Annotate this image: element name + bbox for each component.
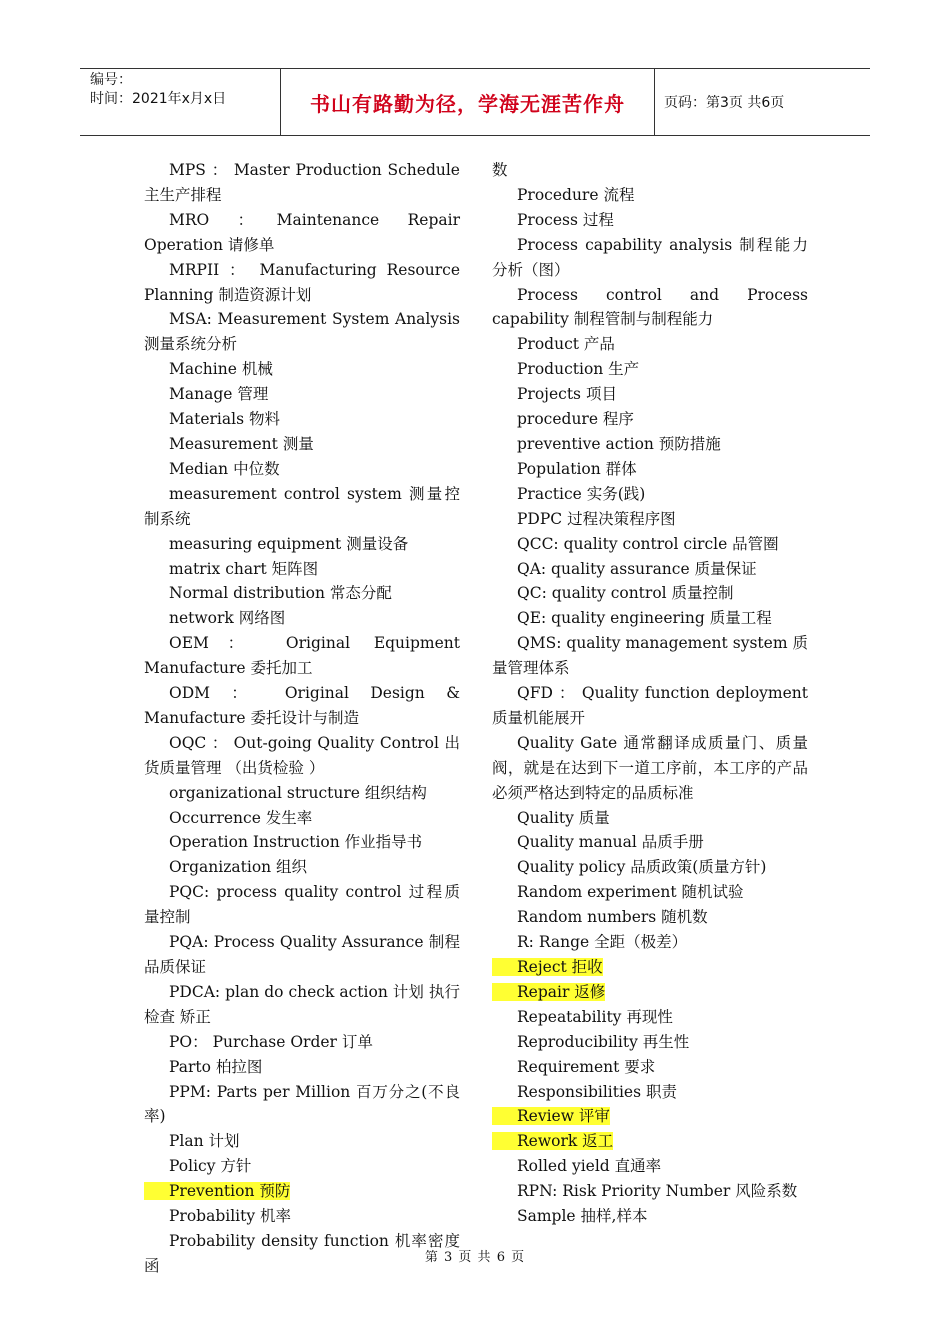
header-meta xyxy=(80,69,281,135)
glossary-entry: organizational structure 组织结构 xyxy=(169,783,427,802)
glossary-entry: Population 群体 xyxy=(517,459,637,478)
glossary-entry: MRO ：Maintenance Repair Operation 请修单 xyxy=(144,210,460,254)
glossary-entry: Projects 项目 xyxy=(517,385,617,404)
glossary-entry: procedure 程序 xyxy=(517,410,634,429)
header-page-label: 页码：第3页 共6页 xyxy=(664,95,785,111)
glossary-entry: Sample 抽样,样本 xyxy=(517,1207,648,1226)
glossary-entry xyxy=(492,980,808,1005)
highlighted-term: Rework 返工 xyxy=(492,1132,613,1150)
glossary-entry: network 网络图 xyxy=(169,609,286,628)
glossary-entry: Rolled yield 直通率 xyxy=(517,1157,662,1176)
glossary-entry: Requirement 要求 xyxy=(517,1057,656,1076)
glossary-entry: MRPII ： Manufacturing Resource Planning 制造资源计划 xyxy=(144,260,460,304)
glossary-entry: Random numbers 随机数 xyxy=(517,908,708,927)
glossary-entry: PDPC 过程决策程序图 xyxy=(517,509,676,528)
glossary-entry: OEM： Original Equipment Manufacture 委托加工 xyxy=(144,634,460,678)
glossary-entry: preventive action 预防措施 xyxy=(517,434,721,453)
glossary-entry: ODM ： Original Design & Manufacture 委托设计与制造 xyxy=(144,684,460,727)
glossary-entry: Quality Gate 通常翻译成质量门、质量阀，就是在达到下一道工序前，本工序的产品必须严格达到特定的品质标准 xyxy=(492,733,808,802)
glossary-entry: PQC: process quality control 过程质量控制 xyxy=(144,883,460,927)
glossary-entry: MPS ： Master Production Schedule 主生产排程 xyxy=(144,161,460,204)
glossary-entry: measurement control system 测量控制系统 xyxy=(144,484,460,528)
glossary-entry: QC: quality control 质量控制 xyxy=(517,584,734,603)
glossary-entry: QE: quality engineering 质量工程 xyxy=(517,609,772,628)
glossary-entry: Practice 实务(践) xyxy=(517,484,646,503)
highlighted-term: Prevention 预防 xyxy=(144,1182,290,1200)
glossary-entry: Probability density function 机率密度函 xyxy=(144,1231,460,1275)
glossary-entry: measuring equipment 测量设备 xyxy=(169,534,409,553)
highlighted-term: Repair 返修 xyxy=(492,983,605,1001)
glossary-entry: Reproducibility 再生性 xyxy=(517,1032,690,1051)
glossary-entry: QMS: quality management system 质量管理体系 xyxy=(492,634,808,678)
glossary-entry: Occurrence 发生率 xyxy=(169,808,313,827)
glossary-entry: QA: quality assurance 质量保证 xyxy=(517,559,757,578)
glossary-entry: PQA: Process Quality Assurance 制程品质保证 xyxy=(144,933,460,976)
glossary-entry: Probability 机率 xyxy=(169,1207,292,1226)
glossary-entry: Quality 质量 xyxy=(517,808,610,827)
glossary-entry: Machine 机械 xyxy=(169,360,273,379)
glossary-entry: Measurement 测量 xyxy=(169,434,314,453)
glossary-entry xyxy=(492,955,808,980)
glossary-entry: Manage 管理 xyxy=(169,385,269,404)
glossary-right-column xyxy=(492,158,808,1229)
glossary-entry: Quality manual 品质手册 xyxy=(517,833,704,852)
glossary-entry: Plan 计划 xyxy=(169,1132,240,1151)
glossary-entry xyxy=(492,1104,808,1129)
glossary-left-column xyxy=(144,158,460,1279)
glossary-entry: PDCA: plan do check action 计划 执行 检查 矫正 xyxy=(144,982,460,1026)
glossary-entry: Quality policy 品质政策(质量方针) xyxy=(517,858,767,877)
highlighted-term: Review 评审 xyxy=(492,1107,610,1125)
glossary-entry: Responsibilities 职责 xyxy=(517,1082,677,1101)
header-motto: 书山有路勤为径，学海无涯苦作舟 xyxy=(281,69,655,135)
number-label: 编号： xyxy=(90,72,132,88)
glossary-entry: Process 过程 xyxy=(517,210,614,229)
page-header xyxy=(80,68,870,136)
glossary-entry: Parto 柏拉图 xyxy=(169,1057,263,1076)
glossary-entry: Random experiment 随机试验 xyxy=(517,883,744,902)
glossary-entry: MSA: Measurement System Analysis 测量系统分析 xyxy=(144,310,460,354)
glossary-entry: Materials 物料 xyxy=(169,410,280,429)
glossary-entry: Product 产品 xyxy=(517,335,615,354)
glossary-entry: QFD ： Quality function deployment 质量机能展开 xyxy=(492,684,808,727)
glossary-entry: OQC ： Out-going Quality Control 出货质量管理 （出货检验 ） xyxy=(144,733,460,777)
glossary-entry: PO： Purchase Order 订单 xyxy=(169,1032,373,1051)
highlighted-term: Reject 拒收 xyxy=(492,958,603,976)
glossary-entry: PPM: Parts per Million 百万分之(不良率) xyxy=(144,1082,460,1126)
glossary-entry: Normal distribution 常态分配 xyxy=(169,584,392,603)
glossary-entry: Production 生产 xyxy=(517,360,640,379)
page-footer: 第 3 页 共 6 页 xyxy=(424,1250,526,1265)
glossary-entry: R: Range 全距（极差） xyxy=(517,933,688,952)
glossary-entry: Median 中位数 xyxy=(169,459,280,478)
glossary-entry: RPN: Risk Priority Number 风险系数 xyxy=(517,1182,798,1201)
glossary-entry: Organization 组织 xyxy=(169,858,308,877)
glossary-entry: Policy 方针 xyxy=(169,1157,252,1176)
glossary-entry: Repeatability 再现性 xyxy=(517,1007,673,1026)
glossary-entry: matrix chart 矩阵图 xyxy=(169,559,319,578)
glossary-entry: Process capability analysis 制程能力分析（图） xyxy=(492,235,808,279)
glossary-entry xyxy=(144,1179,460,1204)
glossary-entry: 数 xyxy=(492,161,508,179)
glossary-entry: QCC: quality control circle 品管圈 xyxy=(517,534,779,553)
glossary-entry: Procedure 流程 xyxy=(517,185,635,204)
glossary-entry: Operation Instruction 作业指导书 xyxy=(169,833,423,852)
glossary-entry: Process control and Process capability 制程管制与制程能力 xyxy=(492,285,808,329)
date-label: 时间：2021年x月x日 xyxy=(90,91,227,107)
glossary-entry xyxy=(492,1129,808,1154)
